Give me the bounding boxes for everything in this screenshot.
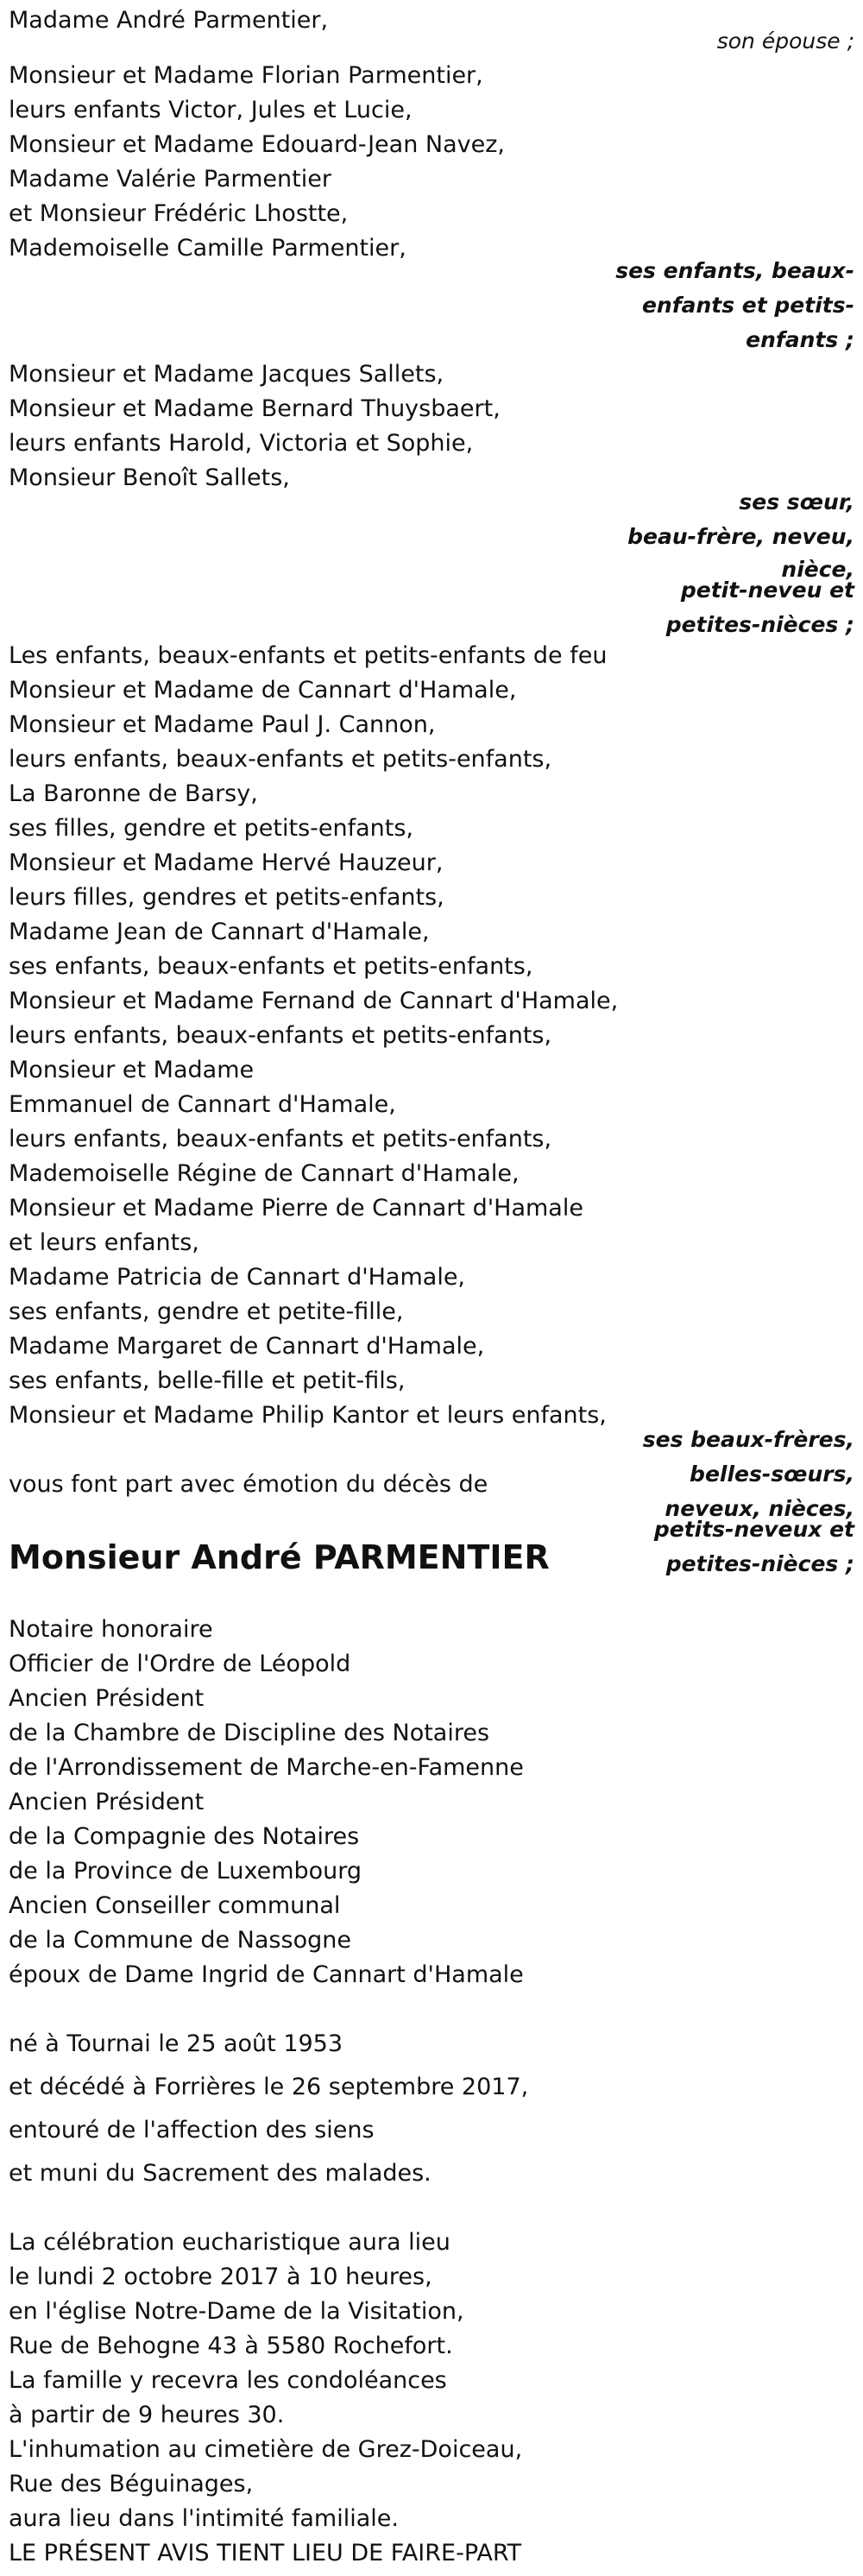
in-laws-role-line: neveux, nièces, <box>665 1496 854 1521</box>
spouse-line: Madame André Parmentier, <box>9 7 329 34</box>
in-laws-line: et leurs enfants, <box>9 1229 199 1256</box>
in-laws-role-line: ses beaux-frères, <box>642 1427 854 1452</box>
life-line: entouré de l'affection des siens <box>9 2117 375 2144</box>
in-laws-line: Monsieur et Madame Philip Kantor et leurs enfants, <box>9 1402 607 1429</box>
life-line: et muni du Sacrement des malades. <box>9 2160 432 2187</box>
title-line: de l'Arrondissement de Marche-en-Famenne <box>9 1754 524 1781</box>
in-laws-line: Monsieur et Madame Fernand de Cannart d'Hamale, <box>9 988 619 1014</box>
children-line: leurs enfants Victor, Jules et Lucie, <box>9 97 413 123</box>
in-laws-line: Monsieur et Madame Paul J. Cannon, <box>9 711 436 738</box>
title-line: Ancien Président <box>9 1685 205 1712</box>
in-laws-line: leurs enfants, beaux-enfants et petits-enfants, <box>9 1126 552 1152</box>
in-laws-line: leurs enfants, beaux-enfants et petits-enfants, <box>9 746 552 773</box>
siblings-role-line: nièce, <box>781 557 854 582</box>
children-role-line: enfants et petits- <box>641 293 854 318</box>
in-laws-role-line: petits-neveux et <box>653 1517 854 1542</box>
title-line: de la Compagnie des Notaires <box>9 1823 360 1850</box>
in-laws-line: leurs enfants, beaux-enfants et petits-enfants, <box>9 1022 552 1049</box>
in-laws-role-line: petites-nièces ; <box>665 1551 854 1576</box>
title-line: Ancien Président <box>9 1789 205 1815</box>
title-line: Ancien Conseiller communal <box>9 1892 341 1919</box>
children-role-line: ses enfants, beaux- <box>615 258 854 283</box>
children-line: et Monsieur Frédéric Lhostte, <box>9 200 349 227</box>
spouse-role: son épouse ; <box>716 28 854 54</box>
title-line: de la Province de Luxembourg <box>9 1858 362 1885</box>
in-laws-line: ses enfants, gendre et petite-fille, <box>9 1298 404 1325</box>
in-laws-role-line: belles-sœurs, <box>690 1462 854 1487</box>
life-line: et décédé à Forrières le 26 septembre 2017, <box>9 2074 529 2100</box>
in-laws-line: Les enfants, beaux-enfants et petits-enfants de feu <box>9 642 608 669</box>
title-line: de la Chambre de Discipline des Notaires <box>9 1720 490 1746</box>
in-laws-line: Madame Margaret de Cannart d'Hamale, <box>9 1333 485 1360</box>
in-laws-line: ses enfants, belle-fille et petit-fils, <box>9 1367 406 1394</box>
in-laws-line: Emmanuel de Cannart d'Hamale, <box>9 1091 396 1118</box>
ceremony-line: aura lieu dans l'intimité familiale. <box>9 2505 399 2532</box>
siblings-role-line: petit-neveu et <box>680 578 854 603</box>
deceased-surname: PARMENTIER <box>312 1538 550 1576</box>
ceremony-line: La famille y recevra les condoléances <box>9 2367 447 2394</box>
in-laws-line: ses enfants, beaux-enfants et petits-enfants, <box>9 953 533 980</box>
ceremony-line: le lundi 2 octobre 2017 à 10 heures, <box>9 2263 432 2290</box>
deceased-name-prefix: Monsieur André <box>9 1538 313 1576</box>
title-line: époux de Dame Ingrid de Cannart d'Hamale <box>9 1961 524 1988</box>
ceremony-line: à partir de 9 heures 30. <box>9 2402 285 2428</box>
ceremony-line: Rue de Behogne 43 à 5580 Rochefort. <box>9 2333 453 2359</box>
siblings-line: Monsieur et Madame Bernard Thuysbaert, <box>9 395 501 422</box>
in-laws-line: Monsieur et Madame de Cannart d'Hamale, <box>9 677 517 704</box>
in-laws-line: Madame Jean de Cannart d'Hamale, <box>9 919 430 945</box>
siblings-line: Monsieur et Madame Jacques Sallets, <box>9 361 444 388</box>
ceremony-line: L'inhumation au cimetière de Grez-Doiceau, <box>9 2436 523 2463</box>
in-laws-line: Mademoiselle Régine de Cannart d'Hamale, <box>9 1160 520 1187</box>
in-laws-line: ses filles, gendre et petits-enfants, <box>9 815 414 842</box>
in-laws-line: La Baronne de Barsy, <box>9 780 258 807</box>
title-line: de la Commune de Nassogne <box>9 1927 351 1954</box>
siblings-role-line: ses sœur, <box>739 489 854 515</box>
children-line: Monsieur et Madame Edouard-Jean Navez, <box>9 131 505 158</box>
siblings-role-line: beau-frère, neveu, <box>627 524 854 549</box>
announcement-line: vous font part avec émotion du décès de <box>9 1471 488 1498</box>
title-line: Officier de l'Ordre de Léopold <box>9 1651 351 1677</box>
children-line: Monsieur et Madame Florian Parmentier, <box>9 62 483 89</box>
ceremony-line: Rue des Béguinages, <box>9 2471 254 2497</box>
siblings-line: Monsieur Benoît Sallets, <box>9 464 290 491</box>
children-role-line: enfants ; <box>746 327 854 352</box>
in-laws-line: Monsieur et Madame Hervé Hauzeur, <box>9 849 444 876</box>
siblings-line: leurs enfants Harold, Victoria et Sophie, <box>9 430 474 457</box>
in-laws-line: Madame Patricia de Cannart d'Hamale, <box>9 1264 466 1291</box>
deceased-name <box>9 1533 550 1582</box>
ceremony-line: La célébration eucharistique aura lieu <box>9 2229 450 2256</box>
children-line: Mademoiselle Camille Parmentier, <box>9 235 406 262</box>
notice-footer: LE PRÉSENT AVIS TIENT LIEU DE FAIRE-PART <box>9 2540 522 2567</box>
in-laws-line: Monsieur et Madame <box>9 1057 255 1083</box>
life-line: né à Tournai le 25 août 1953 <box>9 2030 343 2057</box>
children-line: Madame Valérie Parmentier <box>9 166 331 193</box>
in-laws-line: leurs filles, gendres et petits-enfants, <box>9 884 444 911</box>
siblings-role-line: petites-nièces ; <box>665 612 854 637</box>
title-line: Notaire honoraire <box>9 1616 213 1643</box>
ceremony-line: en l'église Notre-Dame de la Visitation, <box>9 2298 464 2325</box>
in-laws-line: Monsieur et Madame Pierre de Cannart d'Hamale <box>9 1195 583 1222</box>
